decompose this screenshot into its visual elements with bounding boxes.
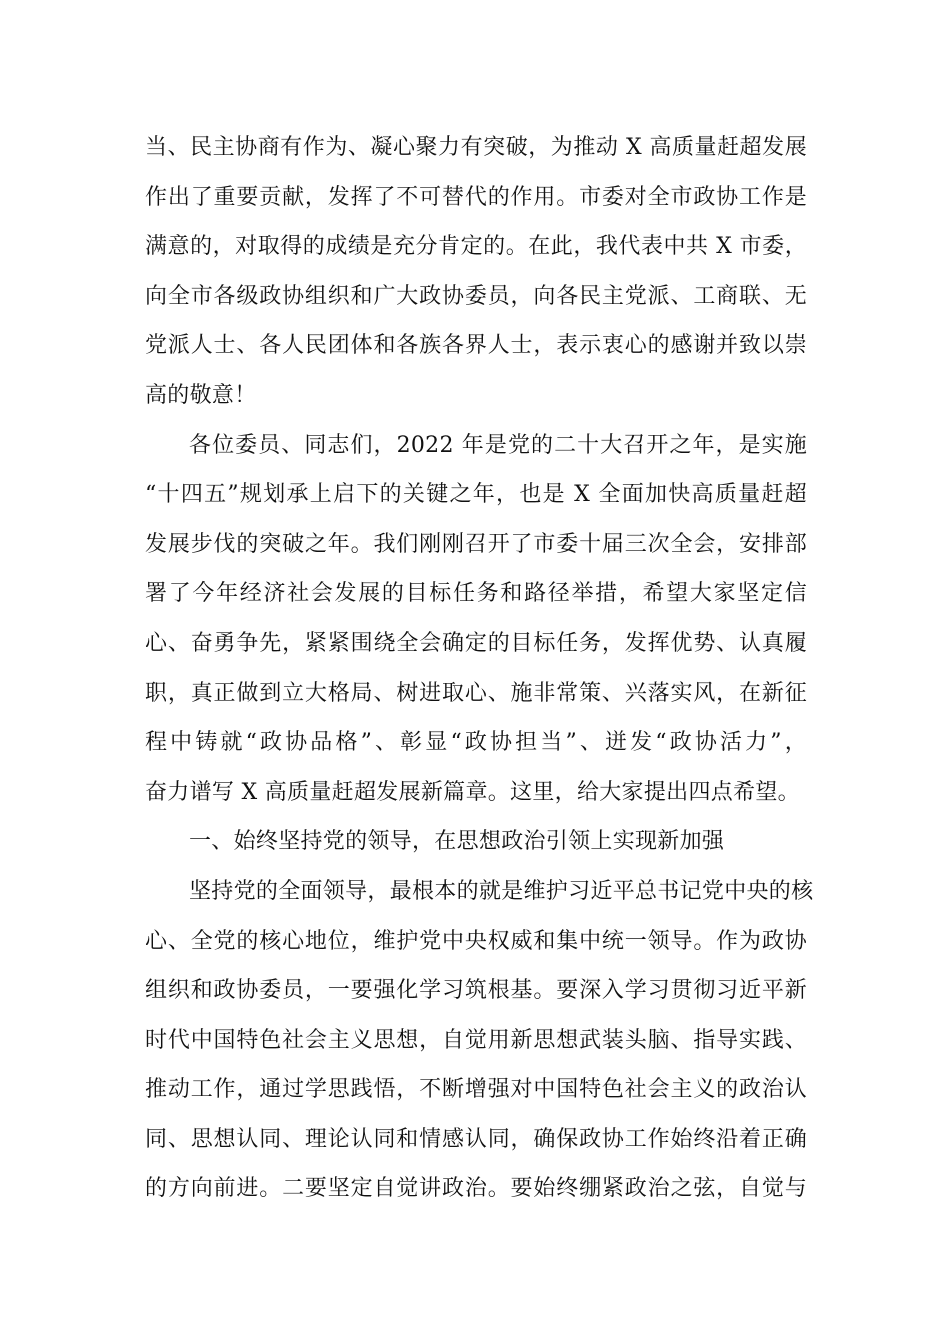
section-heading: 一、始终坚持党的领导，在思想政治引领上实现新加强	[189, 829, 725, 855]
text-line: 时代中国特色社会主义思想，自觉用新思想武装头脑、指导实践、	[145, 1027, 807, 1053]
text-line: 署了今年经济社会发展的目标任务和路径举措，希望大家坚定信	[145, 581, 807, 607]
text-line: 向全市各级政协组织和广大政协委员，向各民主党派、工商联、无	[145, 283, 807, 309]
text-line: 程中铸就“政协品格”、彰显“政协担当”、迸发“政协活力”，	[145, 730, 807, 756]
text-line: 各位委员、同志们，2022 年是党的二十大召开之年，是实施	[189, 432, 807, 458]
text-line: 推动工作，通过学思践悟，不断增强对中国特色社会主义的政治认	[145, 1077, 807, 1103]
text-line: 职，真正做到立大格局、树进取心、施非常策、兴落实风，在新征	[145, 680, 807, 706]
text-line: 心、奋勇争先，紧紧围绕全会确定的目标任务，发挥优势、认真履	[145, 630, 807, 656]
text-line: 当、民主协商有作为、凝心聚力有突破，为推动 X 高质量赶超发展	[145, 135, 807, 160]
text-line: “十四五”规划承上启下的关键之年，也是 X 全面加快高质量赶超	[145, 482, 807, 508]
text-line: 心、全党的核心地位，维护党中央权威和集中统一领导。作为政协	[145, 928, 807, 954]
text-line: 满意的，对取得的成绩是充分肯定的。在此，我代表中共 X 市委，	[145, 234, 807, 260]
text-line: 高的敬意！	[145, 382, 257, 408]
text-line: 的方向前进。二要坚定自觉讲政治。要始终绷紧政治之弦，自觉与	[145, 1176, 807, 1202]
body-text	[145, 123, 814, 1214]
text-line: 坚持党的全面领导，最根本的就是维护习近平总书记党中央的核	[189, 878, 814, 904]
text-line: 奋力谱写 X 高质量赶超发展新篇章。这里，给大家提出四点希望。	[145, 779, 800, 805]
text-line: 发展步伐的突破之年。我们刚刚召开了市委十届三次全会，安排部	[145, 531, 807, 557]
text-line: 作出了重要贡献，发挥了不可替代的作用。市委对全市政协工作是	[145, 184, 807, 210]
text-line: 党派人士、各人民团体和各族各界人士，表示衷心的感谢并致以崇	[145, 333, 807, 359]
text-line: 同、思想认同、理论认同和情感认同，确保政协工作始终沿着正确	[145, 1126, 807, 1152]
text-line: 组织和政协委员，一要强化学习筑根基。要深入学习贯彻习近平新	[145, 978, 807, 1004]
